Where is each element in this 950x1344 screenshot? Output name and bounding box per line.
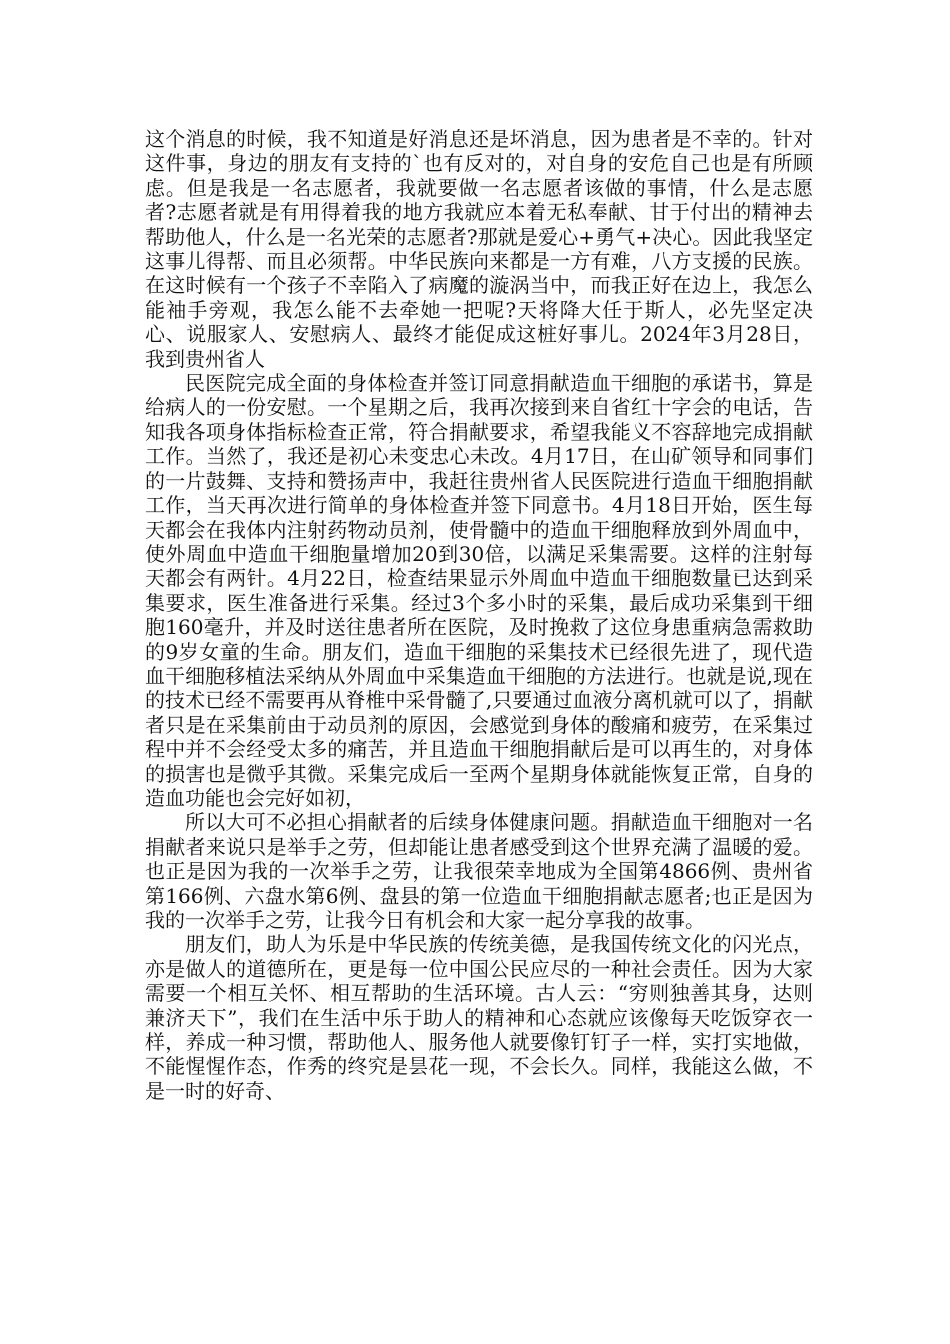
- paragraph-1: 这个消息的时候，我不知道是好消息还是坏消息，因为患者是不幸的。针对这件事，身边的朋友有支持的`也有反对的，对自身的安危自己也是有所顾虑。但是我是一名志愿者，我就要做一名志愿者该做的事情，什么是志愿者?志愿者就是有用得着我的地方我就应本着无私奉献、甘于付出的精神去帮助他人，什么是一名光荣的志愿者?那就是爱心+勇气+决心。因此我坚定这事儿得帮、而且必须帮。中华民族向来都是一方有难，八方支援的民族。在这时候有一个孩子不幸陷入了病魔的漩涡当中，而我正好在边上，我怎么能袖手旁观，我怎么能不去牵她一把呢?天将降大任于斯人，必先坚定决心、说服家人、安慰病人、最终才能促成这桩好事儿。2024年3月28日，我到贵州省人: [145, 127, 813, 371]
- document-body: [145, 127, 813, 1103]
- paragraph-4: 朋友们，助人为乐是中华民族的传统美德，是我国传统文化的闪光点，亦是做人的道德所在，更是每一位中国公民应尽的一种社会责任。因为大家需要一个相互关怀、相互帮助的生活环境。古人云：“穷则独善其身，达则兼济天下”，我们在生活中乐于助人的精神和心态就应该像每天吃饭穿衣一样，养成一种习惯，帮助他人、服务他人就要像钉钉子一样，实打实地做，不能惺惺作态，作秀的终究是昙花一现，不会长久。同样，我能这么做，不是一时的好奇、: [145, 932, 813, 1103]
- paragraph-3: 所以大可不必担心捐献者的后续身体健康问题。捐献造血干细胞对一名捐献者来说只是举手之劳，但却能让患者感受到这个世界充满了温暖的爱。也正是因为我的一次举手之劳，让我很荣幸地成为全国第4866例、贵州省第166例、六盘水第6例、盘县的第一位造血干细胞捐献志愿者;也正是因为我的一次举手之劳，让我今日有机会和大家一起分享我的故事。: [145, 810, 813, 932]
- paragraph-2: 民医院完成全面的身体检查并签订同意捐献造血干细胞的承诺书，算是给病人的一份安慰。一个星期之后，我再次接到来自省红十字会的电话，告知我各项身体指标检查正常，符合捐献要求，希望我能义不容辞地完成捐献工作。当然了，我还是初心未变忠心未改。4月17日，在山矿领导和同事们的一片鼓舞、支持和赞扬声中，我赶往贵州省人民医院进行造血干细胞捐献工作，当天再次进行简单的身体检查并签下同意书。4月18日开始，医生每天都会在我体内注射药物动员剂，使骨髓中的造血干细胞释放到外周血中，使外周血中造血干细胞量增加20到30倍，以满足采集需要。这样的注射每天都会有两针。4月22日，检查结果显示外周血中造血干细胞数量已达到采集要求，医生准备进行采集。经过3个多小时的采集，最后成功采集到干细胞160毫升，并及时送往患者所在医院，及时挽救了这位身患重病急需救助的9岁女童的生命。朋友们，造血干细胞的采集技术已经很先进了，现代造血干细胞移植法采纳从外周血中采集造血干细胞的方法进行。也就是说,现在的技术已经不需要再从脊椎中采骨髓了,只要通过血液分离机就可以了，捐献者只是在采集前由于动员剂的原因，会感觉到身体的酸痛和疲劳，在采集过程中并不会经受太多的痛苦，并且造血干细胞捐献后是可以再生的，对身体的损害也是微乎其微。采集完成后一至两个星期身体就能恢复正常，自身的造血功能也会完好如初，: [145, 371, 813, 810]
